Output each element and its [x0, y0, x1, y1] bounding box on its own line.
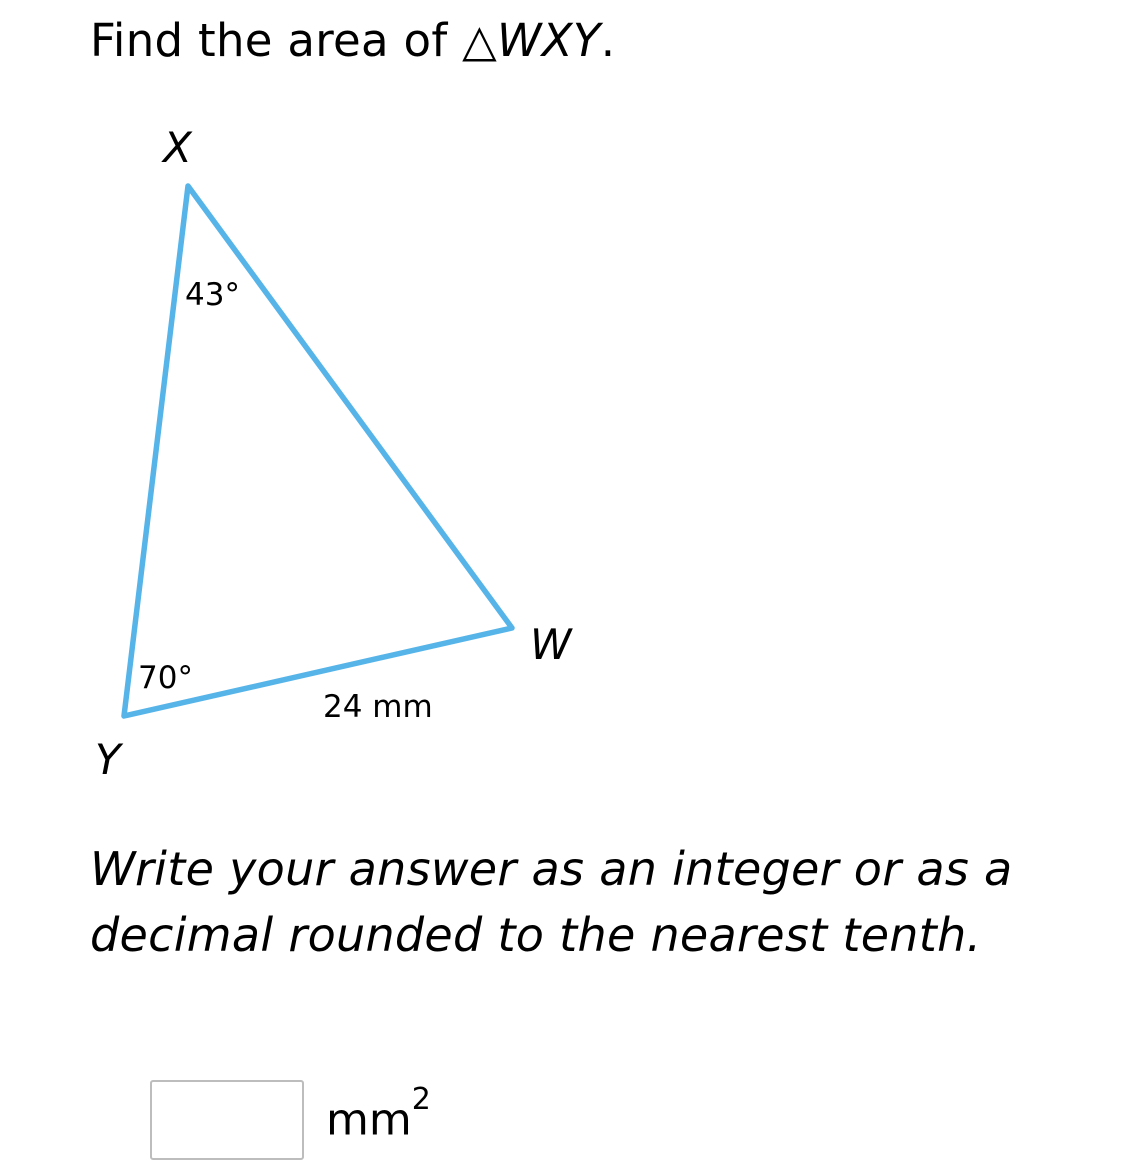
answer-instructions: Write your answer as an integer or as a decimal rounded to the nearest tenth. — [90, 842, 1013, 962]
vertex-label-w: W — [530, 620, 572, 669]
unit-exponent: 2 — [411, 1082, 431, 1117]
area-answer-input[interactable] — [150, 1080, 304, 1160]
triangle-name: △WXY — [462, 14, 601, 67]
unit-text: mm — [326, 1094, 412, 1146]
triangle-wxy — [124, 186, 512, 716]
angle-label-x: 43° — [185, 277, 240, 313]
question-suffix: . — [600, 14, 616, 67]
vertex-label-y: Y — [95, 735, 121, 784]
vertex-label-x: X — [163, 123, 192, 172]
question-prefix: Find the area of — [90, 14, 463, 67]
side-length-label-yw: 24 mm — [323, 689, 433, 725]
angle-label-y: 70° — [138, 660, 193, 696]
answer-unit — [326, 1082, 431, 1146]
